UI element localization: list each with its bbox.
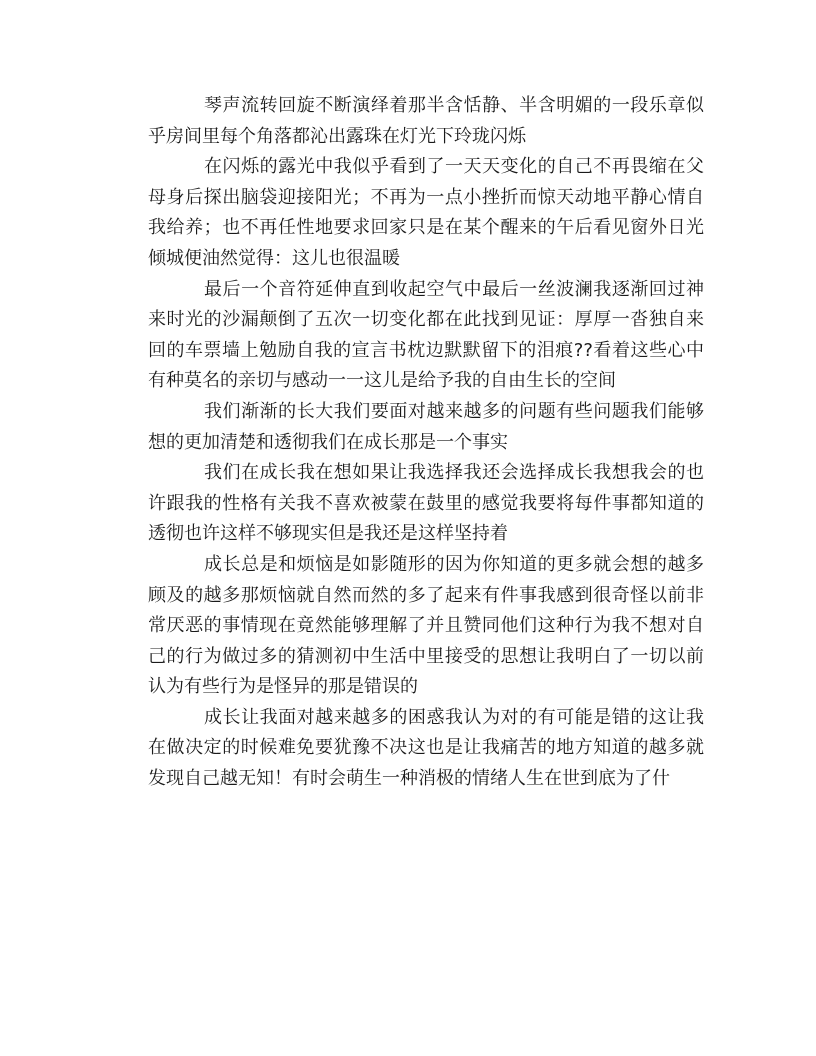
paragraph-6: 成长总是和烦恼是如影随形的因为你知道的更多就会想的越多顾及的越多那烦恼就自然而然的多了起来有件事我感到很奇怪以前非常厌恶的事情现在竟然能够理解了并且赞同他们这种行为我不想对自己的行为做过多的猜测初中生活中里接受的思想让我明白了一切以前认为有些行为是怪异的那是错误的 xyxy=(148,553,704,698)
paragraph-2: 在闪烁的露光中我似乎看到了一天天变化的自己不再畏缩在父母身后探出脑袋迎接阳光；不再为一点小挫折而惊天动地平静心情自我给养；也不再任性地要求回家只是在某个醒来的午后看见窗外日光倾城便油然觉得：这儿也很温暖 xyxy=(148,156,704,269)
document-body xyxy=(148,91,704,795)
paragraph-5: 我们在成长我在想如果让我选择我还会选择成长我想我会的也许跟我的性格有关我不喜欢被蒙在鼓里的感觉我要将每件事都知道的透彻也许这样不够现实但是我还是这样坚持着 xyxy=(148,462,704,545)
paragraph-3: 最后一个音符延伸直到收起空气中最后一丝波澜我逐渐回过神来时光的沙漏颠倒了五次一切变化都在此找到见证：厚厚一沓独自来回的车票墙上勉励自我的宣言书枕边默默留下的泪痕??看着这些心中有种莫名的亲切与感动一一这儿是给予我的自由生长的空间 xyxy=(148,278,704,392)
paragraph-1: 琴声流转回旋不断演绎着那半含恬静、半含明媚的一段乐章似乎房间里每个角落都沁出露珠在灯光下玲珑闪烁 xyxy=(148,95,704,147)
paragraph-7: 成长让我面对越来越多的困惑我认为对的有可能是错的这让我在做决定的时候难免要犹豫不决这也是让我痛苦的地方知道的越多就发现自己越无知！有时会萌生一种消极的情绪人生在世到底为了什 xyxy=(148,706,704,790)
paragraph-4: 我们渐渐的长大我们要面对越来越多的问题有些问题我们能够想的更加清楚和透彻我们在成长那是一个事实 xyxy=(148,400,704,453)
